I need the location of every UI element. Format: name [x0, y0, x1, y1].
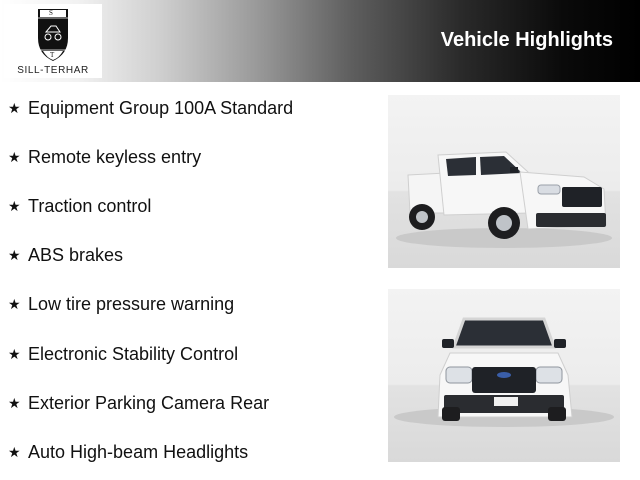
feature-item — [8, 243, 123, 267]
feature-label: Electronic Stability Control — [28, 343, 239, 364]
star-bullet-icon: ★ — [8, 395, 21, 411]
feature-label: Low tire pressure warning — [28, 293, 235, 314]
feature-label: Exterior Parking Camera Rear — [28, 392, 270, 413]
feature-item — [8, 440, 248, 464]
star-bullet-icon: ★ — [8, 198, 21, 214]
star-bullet-icon: ★ — [8, 444, 21, 460]
feature-label: Auto High-beam Headlights — [28, 441, 249, 462]
star-bullet-icon: ★ — [8, 100, 21, 116]
feature-label: Traction control — [28, 195, 152, 216]
pickup-truck-front-illustration — [388, 289, 620, 462]
dealer-name: SILL-TERHAR — [17, 65, 89, 76]
star-bullet-icon: ★ — [8, 247, 21, 263]
star-bullet-icon: ★ — [8, 149, 21, 165]
feature-label: Equipment Group 100A Standard — [28, 97, 294, 118]
feature-item — [8, 194, 151, 218]
dealer-logo — [4, 4, 102, 78]
page-title: Vehicle Highlights — [440, 29, 613, 51]
star-bullet-icon: ★ — [8, 296, 21, 312]
feature-item — [8, 145, 201, 169]
feature-label: ABS brakes — [28, 244, 124, 265]
star-bullet-icon: ★ — [8, 346, 21, 362]
feature-item — [8, 342, 238, 366]
logo-letter-bottom: T — [50, 51, 55, 59]
pickup-truck-side-illustration — [388, 95, 620, 268]
feature-label: Remote keyless entry — [28, 146, 202, 167]
vehicle-photo-side[interactable] — [388, 95, 620, 268]
feature-item — [8, 292, 234, 316]
logo-letter-top: S — [49, 9, 53, 17]
vehicle-photo-front[interactable] — [388, 289, 620, 462]
header-banner — [0, 0, 640, 82]
feature-item — [8, 391, 269, 415]
feature-item — [8, 96, 293, 120]
